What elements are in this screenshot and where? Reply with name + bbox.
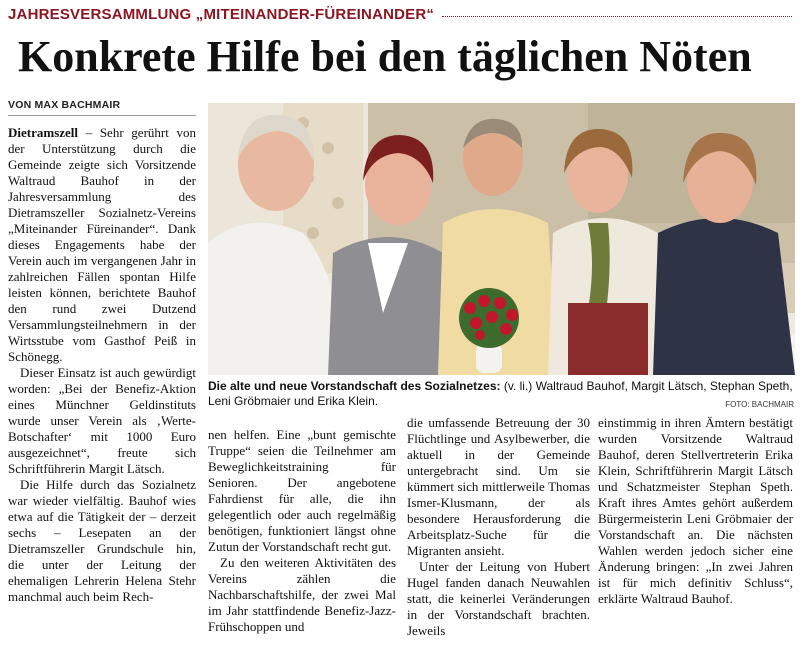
lead-paragraph	[8, 125, 196, 365]
paragraph: Dieser Einsatz ist auch gewürdigt worden: „Bei der Benefiz-Aktion eines Münchner Geldinstituts wurde unser Verein als ‚Werte-Botschafter‘ mit 1000 Euro ausgezeichnet“, freute sich Schriftführerin Margit Lätsch.	[8, 365, 196, 476]
paragraph: die umfassende Betreuung der 30 Flüchtlinge und Asylbewerber, die aktuell in der Gemeinde untergebracht sind. Um sie kümmert sich mittlerweile Thomas Ismer-Klusmann, der als besondere Herausforderung die Arbeitsplatz-Suche für die Migranten ansieht.	[407, 415, 590, 558]
paragraph: Unter der Leitung von Hubert Hugel fanden danach Neuwahlen statt, die keinerlei Veränderungen in der Vorstandschaft brachten. Jeweils	[407, 559, 590, 638]
byline-rule	[8, 115, 196, 116]
headline: Konkrete Hilfe bei den täglichen Nöten	[18, 32, 752, 81]
kicker-dotted-rule	[442, 16, 792, 17]
article-column-1	[8, 125, 196, 605]
article-column-2	[208, 427, 396, 635]
article-column-3	[407, 415, 590, 639]
paragraph: Zu den weiteren Aktivitäten des Vereins zählen die Nachbarschaftshilfe, der zwei Mal im Jahr stattfindende Benefiz-Jazz-Frühschoppen und	[208, 555, 396, 634]
lead-text: – Sehr gerührt von der Unterstützung durch die Gemeinde zeigte sich Vorsitzende Waltraud Bauhof in der Jahresversammlung des Dietramszeller Sozialnetz-Vereins „Miteinander Füreinander“. Dank dieses Engagements habe der Verein auch im vergangenen Jahr in zahlreichen Fällen spontan Hilfe leisten können, berichtete Bauhof den rund zwei Dutzend Versammlungsteilnehmern in der Wirtsstube vom Gasthof Peiß in Schönegg.	[8, 125, 196, 364]
caption-lead: Die alte und neue Vorstandschaft des Sozialnetzes:	[208, 379, 501, 393]
group-photo	[208, 103, 795, 375]
byline: VON MAX BACHMAIR	[8, 99, 121, 111]
photo-caption	[208, 379, 795, 409]
photo-credit: FOTO: BACHMAIR	[725, 400, 794, 409]
group-photo-image	[208, 103, 795, 375]
caption-text: (v. li.) Waltraud Bauhof, Margit Lätsch, Stephan Speth, Leni Gröbmaier und Erika Klein.	[208, 379, 793, 408]
article-column-4	[598, 415, 793, 607]
paragraph: Die Hilfe durch das Sozialnetz war wieder vielfältig. Bauhof wies etwa auf die Tätigkeit der – derzeit sechs – Lesepaten an der Dietramszeller Grundschule hin, die unter der Leitung der ehemaligen Lehrerin Helena Stehr manchmal auch beim Rech-	[8, 477, 196, 604]
kicker	[8, 3, 792, 25]
paragraph: einstimmig in ihren Ämtern bestätigt wurden Vorsitzende Waltraud Bauhof, deren Stellvertreterin Erika Klein, Schriftführerin Margit Lätsch und Schatzmeister Stephan Speth. Kraft ihres Amtes gehört außerdem Bürgermeisterin Leni Gröbmaier der Vorstandschaft an. Die nächsten Wahlen werden jedoch sicher eine Änderung bringen: „In zwei Jahren ist für mich definitiv Schluss“, erklärte Waltraud Bauhof.	[598, 415, 793, 606]
dateline: Dietramszell	[8, 125, 79, 140]
kicker-text: JAHRESVERSAMMLUNG „MITEINANDER-FÜREINANDER“	[8, 5, 435, 23]
paragraph: nen helfen. Eine „bunt gemischte Truppe“ seien die Teilnehmer am Beweglichkeitstraining für Senioren. Der angebotene Fahrdienst für alle, die ihn gelegentlich oder auch regelmäßig benötigen, funktioniert längst ohne Zutun der Vorstandschaft recht gut.	[208, 427, 396, 554]
